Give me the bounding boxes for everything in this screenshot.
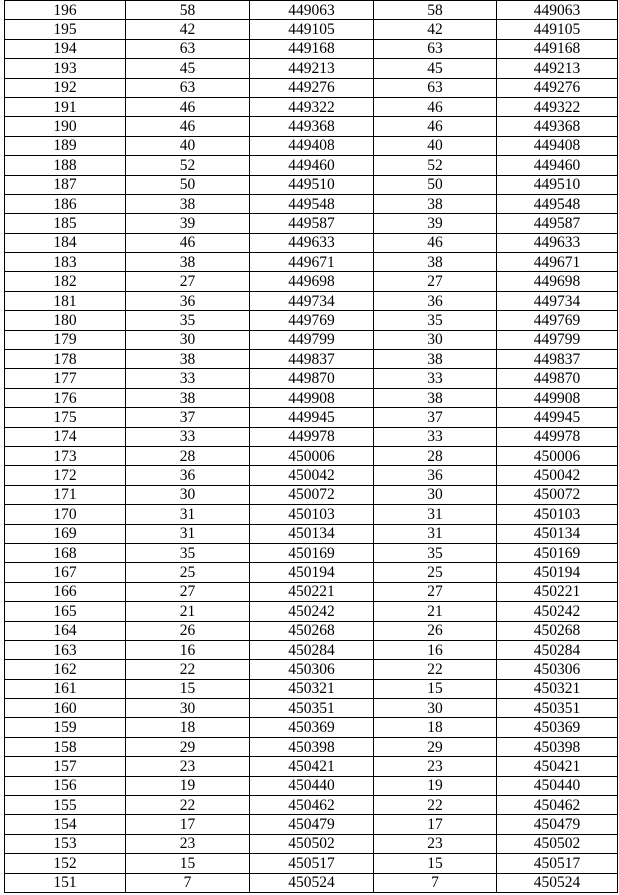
cumulative-cell: 450284 xyxy=(250,640,374,659)
score-cell: 169 xyxy=(5,524,126,543)
cumulative-cell: 449276 xyxy=(250,78,374,97)
cumulative-repeat-cell: 450042 xyxy=(497,466,618,485)
table-row xyxy=(5,330,618,349)
count-cell: 38 xyxy=(126,194,250,213)
count-repeat-cell: 35 xyxy=(374,543,497,562)
table-row xyxy=(5,621,618,640)
cumulative-cell: 450440 xyxy=(250,776,374,795)
count-cell: 27 xyxy=(126,582,250,601)
score-cell: 171 xyxy=(5,485,126,504)
cumulative-cell: 449587 xyxy=(250,214,374,233)
count-repeat-cell: 33 xyxy=(374,427,497,446)
table-row xyxy=(5,117,618,136)
cumulative-repeat-cell: 449276 xyxy=(497,78,618,97)
table-row xyxy=(5,640,618,659)
count-repeat-cell: 23 xyxy=(374,834,497,853)
cumulative-cell: 450369 xyxy=(250,718,374,737)
score-cell: 179 xyxy=(5,330,126,349)
count-cell: 25 xyxy=(126,563,250,582)
cumulative-cell: 450006 xyxy=(250,446,374,465)
table-row xyxy=(5,854,618,873)
cumulative-cell: 450134 xyxy=(250,524,374,543)
count-cell: 35 xyxy=(126,543,250,562)
table-row xyxy=(5,214,618,233)
score-cell: 163 xyxy=(5,640,126,659)
count-repeat-cell: 37 xyxy=(374,408,497,427)
cumulative-cell: 449837 xyxy=(250,350,374,369)
score-cell: 187 xyxy=(5,175,126,194)
cumulative-repeat-cell: 449799 xyxy=(497,330,618,349)
count-cell: 50 xyxy=(126,175,250,194)
cumulative-repeat-cell: 449671 xyxy=(497,253,618,272)
cumulative-repeat-cell: 449945 xyxy=(497,408,618,427)
table-row xyxy=(5,834,618,853)
cumulative-repeat-cell: 449587 xyxy=(497,214,618,233)
count-repeat-cell: 63 xyxy=(374,39,497,58)
score-cell: 174 xyxy=(5,427,126,446)
table-row xyxy=(5,873,618,892)
score-cell: 155 xyxy=(5,796,126,815)
table-row xyxy=(5,679,618,698)
count-repeat-cell: 46 xyxy=(374,117,497,136)
count-repeat-cell: 21 xyxy=(374,602,497,621)
table-row xyxy=(5,446,618,465)
cumulative-cell: 449945 xyxy=(250,408,374,427)
count-cell: 28 xyxy=(126,446,250,465)
table-row xyxy=(5,466,618,485)
count-repeat-cell: 7 xyxy=(374,873,497,892)
cumulative-cell: 449408 xyxy=(250,136,374,155)
cumulative-repeat-cell: 449978 xyxy=(497,427,618,446)
table-row xyxy=(5,369,618,388)
cumulative-repeat-cell: 449633 xyxy=(497,233,618,252)
cumulative-cell: 450421 xyxy=(250,757,374,776)
cumulative-repeat-cell: 450351 xyxy=(497,699,618,718)
table-row xyxy=(5,291,618,310)
cumulative-repeat-cell: 449168 xyxy=(497,39,618,58)
score-cell: 188 xyxy=(5,156,126,175)
cumulative-cell: 450103 xyxy=(250,505,374,524)
count-cell: 23 xyxy=(126,757,250,776)
count-repeat-cell: 16 xyxy=(374,640,497,659)
count-repeat-cell: 39 xyxy=(374,214,497,233)
count-cell: 17 xyxy=(126,815,250,834)
cumulative-cell: 450221 xyxy=(250,582,374,601)
table-body xyxy=(5,1,618,893)
count-cell: 30 xyxy=(126,485,250,504)
cumulative-cell: 450194 xyxy=(250,563,374,582)
table-row xyxy=(5,427,618,446)
count-cell: 39 xyxy=(126,214,250,233)
cumulative-cell: 449870 xyxy=(250,369,374,388)
cumulative-repeat-cell: 449063 xyxy=(497,1,618,20)
cumulative-repeat-cell: 449870 xyxy=(497,369,618,388)
cumulative-repeat-cell: 449908 xyxy=(497,388,618,407)
cumulative-cell: 450479 xyxy=(250,815,374,834)
table-row xyxy=(5,524,618,543)
score-cell: 186 xyxy=(5,194,126,213)
table-row xyxy=(5,136,618,155)
table-row xyxy=(5,602,618,621)
count-cell: 38 xyxy=(126,388,250,407)
cumulative-repeat-cell: 449734 xyxy=(497,291,618,310)
table-row xyxy=(5,194,618,213)
cumulative-cell: 450042 xyxy=(250,466,374,485)
table-row xyxy=(5,175,618,194)
score-cell: 153 xyxy=(5,834,126,853)
count-cell: 63 xyxy=(126,39,250,58)
table-row xyxy=(5,1,618,20)
count-cell: 46 xyxy=(126,97,250,116)
count-repeat-cell: 63 xyxy=(374,78,497,97)
score-cell: 157 xyxy=(5,757,126,776)
count-repeat-cell: 35 xyxy=(374,311,497,330)
cumulative-repeat-cell: 450306 xyxy=(497,660,618,679)
cumulative-cell: 449322 xyxy=(250,97,374,116)
cumulative-cell: 450517 xyxy=(250,854,374,873)
table-row xyxy=(5,699,618,718)
score-cell: 177 xyxy=(5,369,126,388)
count-repeat-cell: 40 xyxy=(374,136,497,155)
cumulative-repeat-cell: 450502 xyxy=(497,834,618,853)
score-cell: 166 xyxy=(5,582,126,601)
count-cell: 52 xyxy=(126,156,250,175)
count-cell: 35 xyxy=(126,311,250,330)
table-row xyxy=(5,233,618,252)
cumulative-cell: 449769 xyxy=(250,311,374,330)
cumulative-cell: 449105 xyxy=(250,20,374,39)
table-row xyxy=(5,156,618,175)
score-cell: 185 xyxy=(5,214,126,233)
count-repeat-cell: 46 xyxy=(374,233,497,252)
table-row xyxy=(5,737,618,756)
cumulative-cell: 450242 xyxy=(250,602,374,621)
count-repeat-cell: 45 xyxy=(374,59,497,78)
cumulative-cell: 450462 xyxy=(250,796,374,815)
score-cell: 164 xyxy=(5,621,126,640)
count-repeat-cell: 52 xyxy=(374,156,497,175)
cumulative-cell: 450306 xyxy=(250,660,374,679)
cumulative-cell: 449978 xyxy=(250,427,374,446)
cumulative-repeat-cell: 450421 xyxy=(497,757,618,776)
cumulative-repeat-cell: 449322 xyxy=(497,97,618,116)
table-row xyxy=(5,757,618,776)
cumulative-repeat-cell: 449105 xyxy=(497,20,618,39)
cumulative-repeat-cell: 450221 xyxy=(497,582,618,601)
cumulative-cell: 449908 xyxy=(250,388,374,407)
cumulative-cell: 449168 xyxy=(250,39,374,58)
count-cell: 18 xyxy=(126,718,250,737)
count-repeat-cell: 50 xyxy=(374,175,497,194)
count-cell: 45 xyxy=(126,59,250,78)
count-repeat-cell: 19 xyxy=(374,776,497,795)
cumulative-repeat-cell: 450479 xyxy=(497,815,618,834)
count-repeat-cell: 33 xyxy=(374,369,497,388)
count-cell: 22 xyxy=(126,660,250,679)
table-row xyxy=(5,253,618,272)
count-repeat-cell: 22 xyxy=(374,660,497,679)
cumulative-repeat-cell: 449769 xyxy=(497,311,618,330)
count-cell: 26 xyxy=(126,621,250,640)
score-cell: 192 xyxy=(5,78,126,97)
count-cell: 46 xyxy=(126,233,250,252)
score-cell: 193 xyxy=(5,59,126,78)
score-cell: 190 xyxy=(5,117,126,136)
cumulative-cell: 449063 xyxy=(250,1,374,20)
score-cell: 168 xyxy=(5,543,126,562)
cumulative-repeat-cell: 450321 xyxy=(497,679,618,698)
count-cell: 40 xyxy=(126,136,250,155)
count-repeat-cell: 30 xyxy=(374,485,497,504)
cumulative-repeat-cell: 449368 xyxy=(497,117,618,136)
score-distribution-sheet xyxy=(4,0,617,893)
count-repeat-cell: 22 xyxy=(374,796,497,815)
score-cell: 194 xyxy=(5,39,126,58)
count-cell: 58 xyxy=(126,1,250,20)
count-cell: 37 xyxy=(126,408,250,427)
score-cell: 152 xyxy=(5,854,126,873)
cumulative-cell: 450502 xyxy=(250,834,374,853)
cumulative-repeat-cell: 449698 xyxy=(497,272,618,291)
cumulative-repeat-cell: 450169 xyxy=(497,543,618,562)
score-cell: 172 xyxy=(5,466,126,485)
cumulative-cell: 449510 xyxy=(250,175,374,194)
table-row xyxy=(5,718,618,737)
cumulative-repeat-cell: 450242 xyxy=(497,602,618,621)
table-row xyxy=(5,485,618,504)
count-repeat-cell: 27 xyxy=(374,582,497,601)
count-repeat-cell: 31 xyxy=(374,524,497,543)
score-cell: 156 xyxy=(5,776,126,795)
cumulative-repeat-cell: 450440 xyxy=(497,776,618,795)
cumulative-repeat-cell: 449510 xyxy=(497,175,618,194)
count-cell: 16 xyxy=(126,640,250,659)
cumulative-repeat-cell: 449460 xyxy=(497,156,618,175)
count-cell: 42 xyxy=(126,20,250,39)
score-cell: 167 xyxy=(5,563,126,582)
count-cell: 15 xyxy=(126,854,250,873)
score-cell: 175 xyxy=(5,408,126,427)
table-row xyxy=(5,97,618,116)
table-row xyxy=(5,350,618,369)
cumulative-repeat-cell: 450517 xyxy=(497,854,618,873)
cumulative-cell: 450398 xyxy=(250,737,374,756)
cumulative-cell: 449368 xyxy=(250,117,374,136)
score-cell: 162 xyxy=(5,660,126,679)
count-cell: 38 xyxy=(126,253,250,272)
score-cell: 180 xyxy=(5,311,126,330)
table-row xyxy=(5,408,618,427)
count-cell: 31 xyxy=(126,524,250,543)
count-repeat-cell: 42 xyxy=(374,20,497,39)
table-row xyxy=(5,78,618,97)
count-repeat-cell: 38 xyxy=(374,388,497,407)
score-cell: 182 xyxy=(5,272,126,291)
count-cell: 15 xyxy=(126,679,250,698)
count-cell: 22 xyxy=(126,796,250,815)
cumulative-cell: 449548 xyxy=(250,194,374,213)
count-cell: 36 xyxy=(126,466,250,485)
count-repeat-cell: 17 xyxy=(374,815,497,834)
table-row xyxy=(5,20,618,39)
table-row xyxy=(5,311,618,330)
table-row xyxy=(5,272,618,291)
score-cell: 154 xyxy=(5,815,126,834)
score-cell: 170 xyxy=(5,505,126,524)
count-repeat-cell: 30 xyxy=(374,699,497,718)
cumulative-repeat-cell: 449408 xyxy=(497,136,618,155)
count-repeat-cell: 25 xyxy=(374,563,497,582)
cumulative-cell: 450268 xyxy=(250,621,374,640)
count-cell: 23 xyxy=(126,834,250,853)
cumulative-repeat-cell: 450268 xyxy=(497,621,618,640)
cumulative-cell: 450169 xyxy=(250,543,374,562)
count-cell: 33 xyxy=(126,427,250,446)
cumulative-repeat-cell: 450194 xyxy=(497,563,618,582)
count-repeat-cell: 36 xyxy=(374,291,497,310)
count-cell: 19 xyxy=(126,776,250,795)
count-repeat-cell: 38 xyxy=(374,253,497,272)
table-row xyxy=(5,796,618,815)
count-repeat-cell: 29 xyxy=(374,737,497,756)
count-cell: 27 xyxy=(126,272,250,291)
count-cell: 63 xyxy=(126,78,250,97)
count-repeat-cell: 38 xyxy=(374,350,497,369)
table-row xyxy=(5,563,618,582)
score-cell: 161 xyxy=(5,679,126,698)
cumulative-cell: 450072 xyxy=(250,485,374,504)
score-cell: 181 xyxy=(5,291,126,310)
count-repeat-cell: 15 xyxy=(374,854,497,873)
cumulative-repeat-cell: 450524 xyxy=(497,873,618,892)
cumulative-repeat-cell: 450072 xyxy=(497,485,618,504)
cumulative-cell: 450351 xyxy=(250,699,374,718)
count-repeat-cell: 38 xyxy=(374,194,497,213)
count-cell: 29 xyxy=(126,737,250,756)
count-repeat-cell: 31 xyxy=(374,505,497,524)
cumulative-repeat-cell: 450006 xyxy=(497,446,618,465)
cumulative-repeat-cell: 450103 xyxy=(497,505,618,524)
score-cell: 195 xyxy=(5,20,126,39)
score-cell: 178 xyxy=(5,350,126,369)
cumulative-cell: 449734 xyxy=(250,291,374,310)
cumulative-repeat-cell: 450284 xyxy=(497,640,618,659)
count-cell: 33 xyxy=(126,369,250,388)
cumulative-cell: 449460 xyxy=(250,156,374,175)
cumulative-repeat-cell: 450369 xyxy=(497,718,618,737)
count-repeat-cell: 18 xyxy=(374,718,497,737)
score-cell: 196 xyxy=(5,1,126,20)
cumulative-cell: 449799 xyxy=(250,330,374,349)
cumulative-repeat-cell: 450134 xyxy=(497,524,618,543)
table-row xyxy=(5,388,618,407)
count-cell: 31 xyxy=(126,505,250,524)
count-repeat-cell: 15 xyxy=(374,679,497,698)
score-cell: 158 xyxy=(5,737,126,756)
count-repeat-cell: 46 xyxy=(374,97,497,116)
count-cell: 46 xyxy=(126,117,250,136)
count-repeat-cell: 26 xyxy=(374,621,497,640)
cumulative-repeat-cell: 450398 xyxy=(497,737,618,756)
cumulative-repeat-cell: 449213 xyxy=(497,59,618,78)
cumulative-cell: 449698 xyxy=(250,272,374,291)
table-row xyxy=(5,582,618,601)
table-row xyxy=(5,815,618,834)
cumulative-cell: 450524 xyxy=(250,873,374,892)
score-cell: 184 xyxy=(5,233,126,252)
cumulative-repeat-cell: 449837 xyxy=(497,350,618,369)
score-cell: 191 xyxy=(5,97,126,116)
table-row xyxy=(5,660,618,679)
cumulative-repeat-cell: 449548 xyxy=(497,194,618,213)
count-cell: 21 xyxy=(126,602,250,621)
cumulative-cell: 450321 xyxy=(250,679,374,698)
count-repeat-cell: 27 xyxy=(374,272,497,291)
cumulative-cell: 449213 xyxy=(250,59,374,78)
score-cell: 159 xyxy=(5,718,126,737)
table-row xyxy=(5,505,618,524)
table-row xyxy=(5,543,618,562)
cumulative-cell: 449671 xyxy=(250,253,374,272)
count-cell: 7 xyxy=(126,873,250,892)
count-repeat-cell: 36 xyxy=(374,466,497,485)
count-cell: 36 xyxy=(126,291,250,310)
score-cell: 183 xyxy=(5,253,126,272)
score-cell: 176 xyxy=(5,388,126,407)
count-repeat-cell: 28 xyxy=(374,446,497,465)
count-cell: 30 xyxy=(126,330,250,349)
score-cell: 165 xyxy=(5,602,126,621)
score-cell: 160 xyxy=(5,699,126,718)
count-repeat-cell: 30 xyxy=(374,330,497,349)
cumulative-repeat-cell: 450462 xyxy=(497,796,618,815)
table-row xyxy=(5,776,618,795)
score-cell: 189 xyxy=(5,136,126,155)
table-row xyxy=(5,39,618,58)
count-cell: 38 xyxy=(126,350,250,369)
count-repeat-cell: 23 xyxy=(374,757,497,776)
score-distribution-table xyxy=(4,0,618,893)
score-cell: 151 xyxy=(5,873,126,892)
count-cell: 30 xyxy=(126,699,250,718)
cumulative-cell: 449633 xyxy=(250,233,374,252)
score-cell: 173 xyxy=(5,446,126,465)
count-repeat-cell: 58 xyxy=(374,1,497,20)
table-row xyxy=(5,59,618,78)
